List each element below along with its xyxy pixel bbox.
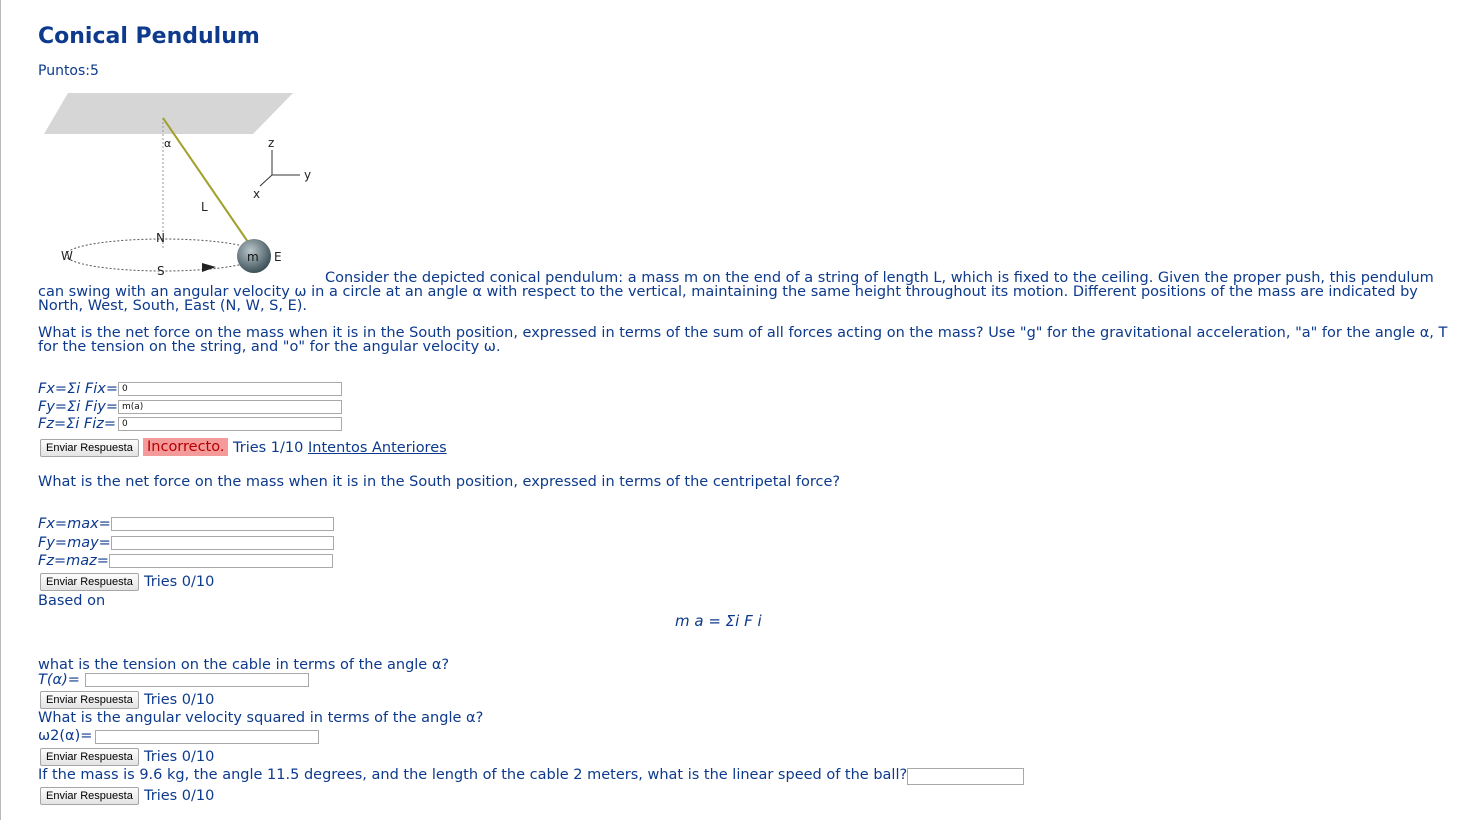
omega-squared-label: ω2(α)= bbox=[38, 728, 93, 744]
based-on-text: Based on bbox=[38, 593, 106, 609]
question-1-line-2: for the tension on the string, and "o" for the angular velocity ω. bbox=[38, 339, 501, 355]
q4-tries-count: Tries 0/10 bbox=[144, 749, 215, 765]
q4-submit-button[interactable]: Enviar Respuesta bbox=[40, 748, 139, 766]
x-axis bbox=[260, 175, 272, 186]
ceiling-plane bbox=[44, 93, 293, 134]
q1-incorrect-badge: Incorrecto. bbox=[143, 438, 228, 456]
east-label: E bbox=[274, 250, 282, 264]
fx-sum-input[interactable] bbox=[118, 382, 342, 396]
fx-ma-label: Fx=max= bbox=[38, 516, 111, 532]
fz-ma-label: Fz=maz= bbox=[38, 553, 109, 569]
pendulum-string bbox=[163, 118, 248, 242]
equation-text: m a = Σi F i bbox=[675, 612, 762, 630]
south-label: S bbox=[157, 264, 165, 278]
linear-speed-input[interactable] bbox=[907, 768, 1024, 785]
page-title: Conical Pendulum bbox=[38, 24, 260, 49]
previous-attempts-link[interactable]: Intentos Anteriores bbox=[308, 440, 447, 456]
fx-sum-label: Fx=Σi Fix= bbox=[38, 381, 118, 397]
fz-sum-label: Fz=Σi Fiz= bbox=[38, 416, 117, 432]
fx-ma-input[interactable] bbox=[111, 517, 334, 531]
fy-ma-label: Fy=may= bbox=[38, 535, 111, 551]
intro-line-2: can swing with an angular velocity ω in a circle at an angle α with respect to the vertical, maintaining the same height throughout its motion. Different positions of the mass are indicated by bbox=[38, 284, 1418, 300]
fy-sum-label: Fy=Σi Fiy= bbox=[38, 399, 118, 415]
z-label: z bbox=[268, 136, 275, 150]
q5-submit-button[interactable]: Enviar Respuesta bbox=[40, 787, 139, 805]
q2-submit-button[interactable]: Enviar Respuesta bbox=[40, 573, 139, 591]
fy-ma-input[interactable] bbox=[111, 536, 334, 550]
q3-tries-count: Tries 0/10 bbox=[144, 692, 215, 708]
q5-tries-count: Tries 0/10 bbox=[144, 788, 215, 804]
question-2-text: What is the net force on the mass when it is in the South position, expressed in terms of the centripetal force? bbox=[38, 474, 841, 490]
north-label: N bbox=[156, 231, 165, 245]
newton-equation bbox=[675, 612, 762, 630]
intro-line-3: North, West, South, East (N, W, S, E). bbox=[38, 298, 308, 314]
q3-submit-button[interactable]: Enviar Respuesta bbox=[40, 691, 139, 709]
points-label: Puntos:5 bbox=[38, 63, 99, 79]
fz-sum-input[interactable] bbox=[118, 417, 342, 431]
intro-line-1: Consider the depicted conical pendulum: a mass m on the end of a string of length L, which is fixed to the ceiling. Given the proper push, this pendulum bbox=[325, 270, 1434, 286]
question-4-text: What is the angular velocity squared in terms of the angle α? bbox=[38, 710, 484, 726]
conical-pendulum-diagram bbox=[38, 90, 328, 280]
omega-squared-input[interactable] bbox=[95, 730, 319, 744]
x-label: x bbox=[253, 187, 261, 201]
q1-tries-count: Tries 1/10 bbox=[233, 440, 304, 456]
fy-sum-input[interactable] bbox=[118, 400, 342, 414]
direction-arrow-icon bbox=[202, 263, 216, 272]
tension-input[interactable] bbox=[85, 673, 309, 687]
question-1-line-1: What is the net force on the mass when it is in the South position, expressed in terms of the sum of all forces acting on the mass? Use "g" for the gravitational acceleration, "a" for the angle α, T bbox=[38, 325, 1448, 341]
question-5-text: If the mass is 9.6 kg, the angle 11.5 degrees, and the length of the cable 2 meters, what is the linear speed of the ball? bbox=[38, 767, 908, 783]
fz-ma-input[interactable] bbox=[109, 554, 333, 568]
mass-label: m bbox=[247, 250, 259, 264]
q2-tries-count: Tries 0/10 bbox=[144, 574, 215, 590]
question-3-text: what is the tension on the cable in terms of the angle α? bbox=[38, 657, 450, 673]
y-label: y bbox=[304, 168, 312, 182]
q1-submit-button[interactable]: Enviar Respuesta bbox=[40, 439, 139, 457]
length-label: L bbox=[201, 200, 208, 214]
alpha-label: α bbox=[164, 137, 172, 150]
tension-label: T(α)= bbox=[38, 672, 80, 688]
west-label: W bbox=[61, 249, 73, 263]
